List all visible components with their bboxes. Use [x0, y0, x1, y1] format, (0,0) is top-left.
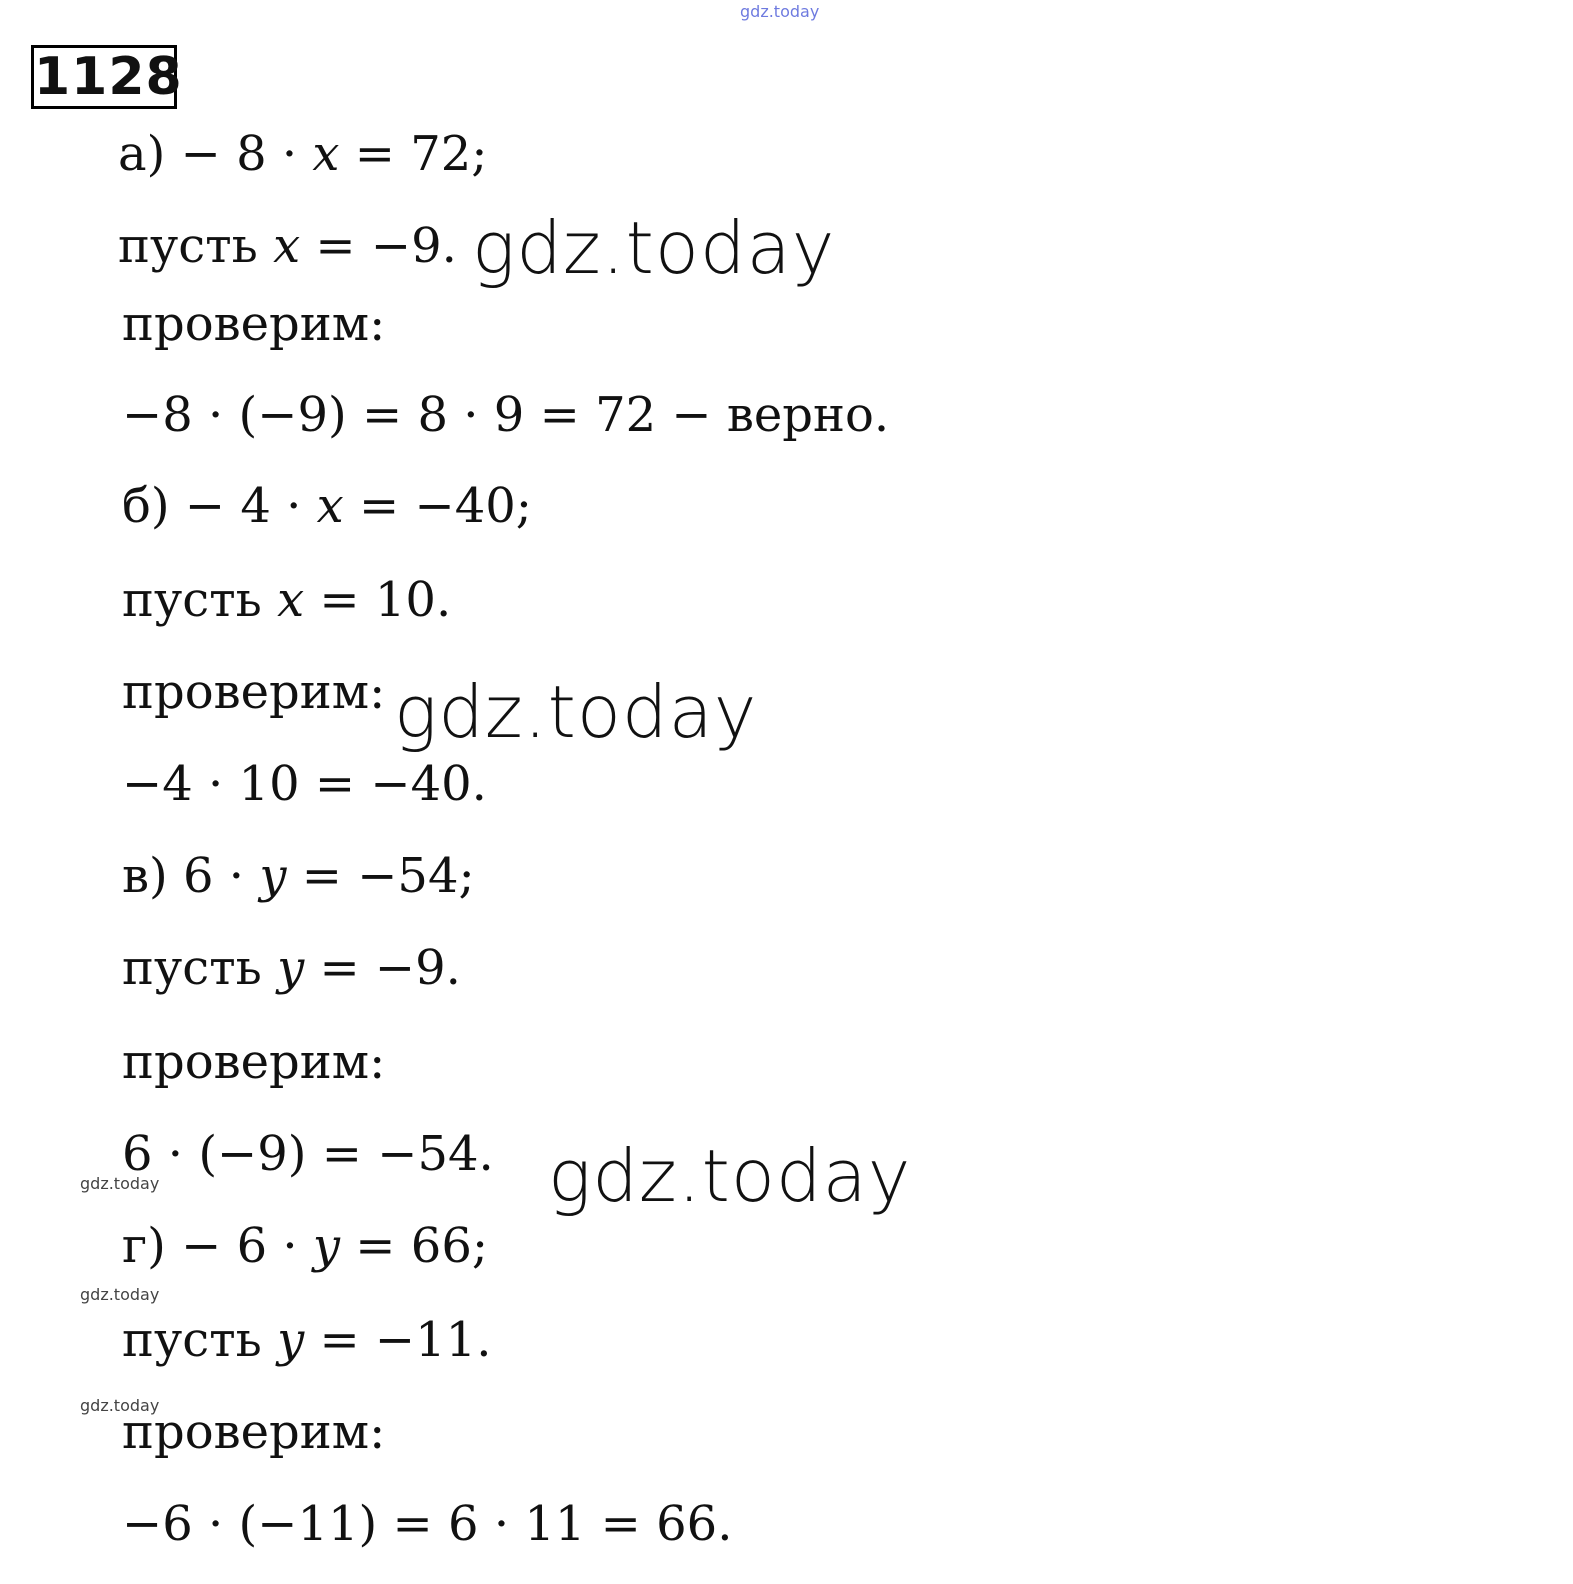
part-v-check-label: проверим: [122, 1034, 386, 1090]
part-v-calculation: 6 · (−9) = −54. [122, 1126, 494, 1182]
watermark-top: gdz.today [740, 2, 820, 21]
watermark-large-2: gdz.today [394, 670, 758, 754]
part-g-equation: г) − 6 · y = 66; [122, 1218, 489, 1274]
part-b-assumption: пусть x = 10. [122, 572, 452, 628]
watermark-large-3: gdz.today [548, 1134, 912, 1218]
part-g-calculation: −6 · (−11) = 6 · 11 = 66. [122, 1496, 733, 1552]
part-a-check-label: проверим: [122, 296, 386, 352]
part-v-assumption: пусть y = −9. [122, 940, 461, 996]
watermark-large-1: gdz.today [472, 206, 836, 290]
watermark-small-2: gdz.today [80, 1285, 160, 1304]
watermark-small-1: gdz.today [80, 1174, 160, 1193]
part-b-equation: б) − 4 · x = −40; [122, 478, 532, 534]
part-v-equation: в) 6 · y = −54; [122, 848, 475, 904]
problem-number: 1128 [31, 45, 177, 109]
part-b-calculation: −4 · 10 = −40. [122, 756, 487, 812]
part-a-calculation: −8 · (−9) = 8 · 9 = 72 − верно. [122, 387, 890, 443]
part-g-assumption: пусть y = −11. [122, 1312, 492, 1368]
part-g-check-label: проверим: [122, 1404, 386, 1460]
part-a-equation: а) − 8 · x = 72; [118, 126, 488, 182]
part-b-check-label: проверим: [122, 664, 386, 720]
part-a-assumption: пусть x = −9. [118, 218, 457, 274]
watermark-small-3: gdz.today [80, 1396, 160, 1415]
